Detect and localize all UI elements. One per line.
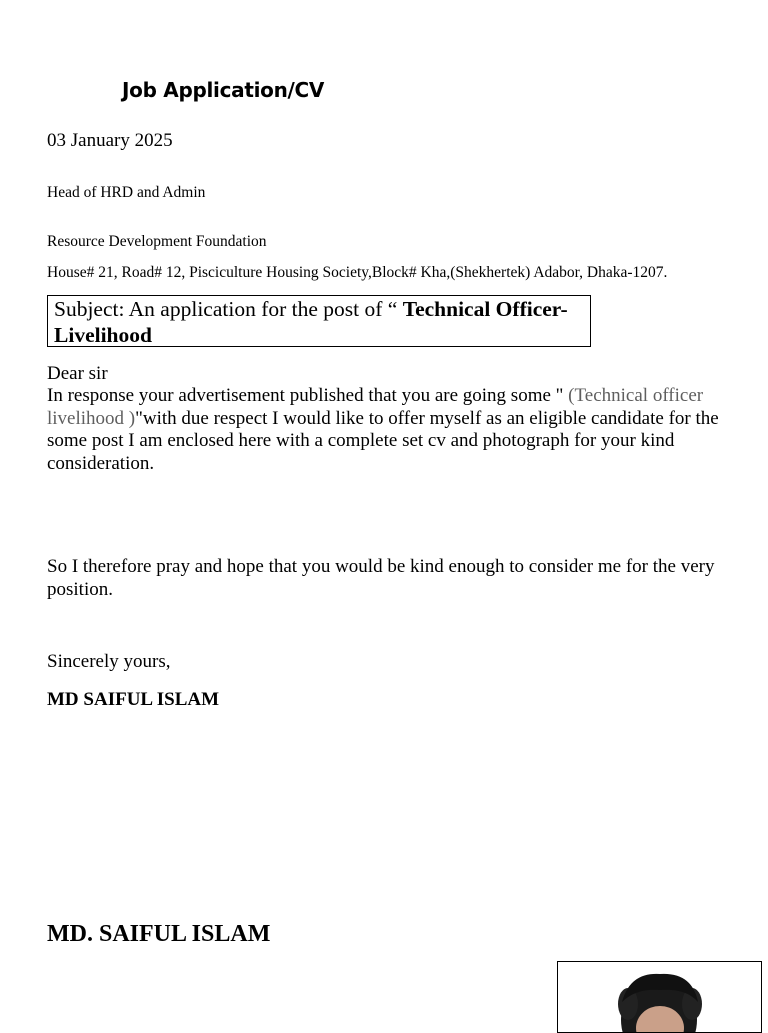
document-heading: Job Application/CV xyxy=(122,78,325,102)
letter-date: 03 January 2025 xyxy=(47,130,173,151)
subject-box xyxy=(47,295,591,347)
recipient-organization: Resource Development Foundation xyxy=(47,233,267,250)
cv-name: MD. SAIFUL ISLAM xyxy=(47,921,271,947)
salutation: Dear sir xyxy=(47,363,108,384)
paragraph-1-start: In response your advertisement published that you are going some " xyxy=(47,385,569,406)
paragraph-2: So I therefore pray and hope that you would be kind enough to consider me for the very position. xyxy=(47,556,715,600)
paragraph-1-end: "with due respect I would like to offer myself as an eligible candidate for the some post I am enclosed here with a complete set cv and photograph for your kind consideration. xyxy=(47,407,719,474)
signature: MD SAIFUL ISLAM xyxy=(47,689,220,710)
recipient-title: Head of HRD and Admin xyxy=(47,184,206,201)
paragraph-1-position: (Technical officer livelihood ) xyxy=(47,385,704,429)
paragraph-1 xyxy=(47,385,719,475)
applicant-photo xyxy=(557,961,762,1033)
subject-prefix: Subject: An application for the post of “ xyxy=(54,297,403,321)
closing: Sincerely yours, xyxy=(47,651,171,672)
subject-position: Technical Officer-Livelihood xyxy=(54,297,568,347)
person-photo-icon xyxy=(558,962,761,1032)
recipient-address: House# 21, Road# 12, Pisciculture Housing Society,Block# Kha,(Shekhertek) Adabor, Dhaka-1207. xyxy=(47,264,668,281)
